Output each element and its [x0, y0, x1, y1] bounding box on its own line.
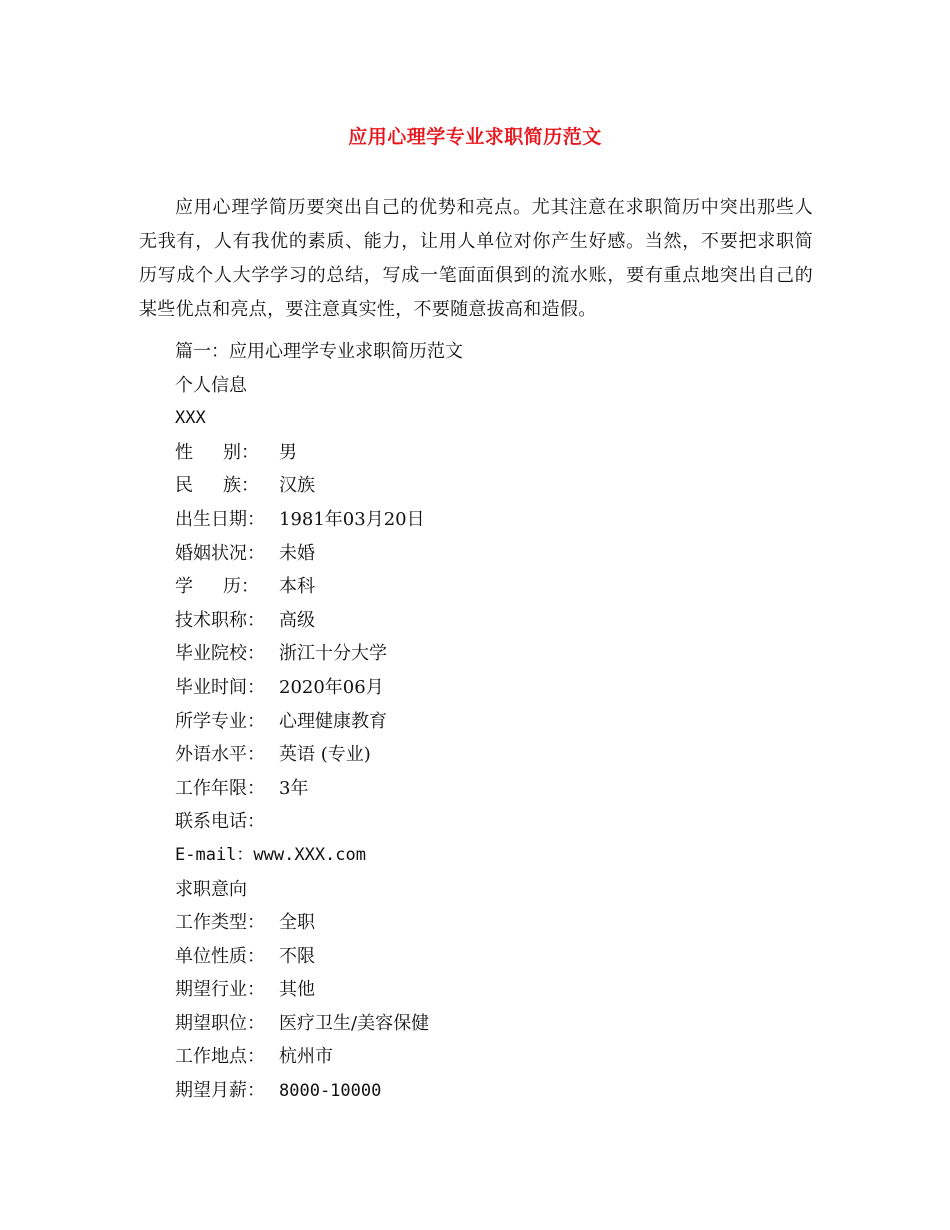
language-row	[175, 738, 815, 772]
major-value: 心理健康教育	[279, 710, 387, 732]
location-label: 工作地点：	[175, 1046, 265, 1068]
school-value: 浙江十分大学	[279, 643, 387, 665]
job-intention-heading: 求职意向	[175, 878, 247, 900]
experience-label: 工作年限：	[175, 777, 265, 799]
company-type-value: 不限	[279, 945, 315, 967]
major-label: 所学专业：	[175, 710, 265, 732]
experience-value: 3年	[279, 777, 309, 799]
title-rank-value: 高级	[279, 609, 315, 631]
ethnicity-label: 民 族：	[175, 475, 259, 497]
position-row	[175, 1007, 815, 1041]
phone-row	[175, 805, 815, 839]
graduation-value: 2020年06月	[279, 676, 384, 698]
gender-label: 性 别：	[175, 441, 259, 463]
education-label: 学 历：	[175, 576, 259, 598]
location-row	[175, 1040, 815, 1074]
salary-value: 8000-10000	[279, 1081, 382, 1102]
salary-label: 期望月薪：	[175, 1080, 265, 1102]
industry-value: 其他	[279, 979, 315, 1001]
graduation-row	[175, 671, 815, 705]
title-rank-label: 技术职称：	[175, 609, 265, 631]
marital-status-row	[175, 537, 815, 571]
language-label: 外语水平：	[175, 744, 265, 766]
industry-row	[175, 973, 815, 1007]
location-value: 杭州市	[279, 1046, 333, 1068]
marital-status-label: 婚姻状况：	[175, 542, 265, 564]
company-type-label: 单位性质：	[175, 945, 265, 967]
resume-content	[175, 335, 815, 1108]
graduation-label: 毕业时间：	[175, 676, 265, 698]
title-rank-row	[175, 604, 815, 638]
education-row	[175, 570, 815, 604]
company-type-row	[175, 940, 815, 974]
email-row: E-mail：www.XXX.com	[175, 844, 366, 865]
document-title: 应用心理学专业求职简历范文	[348, 126, 602, 148]
phone-label: 联系电话：	[175, 811, 265, 833]
ethnicity-row	[175, 469, 815, 503]
school-label: 毕业院校：	[175, 643, 265, 665]
birth-date-label: 出生日期：	[175, 508, 265, 530]
language-value: 英语 (专业)	[279, 744, 371, 766]
name-field: XXX	[175, 408, 206, 429]
birth-date-value: 1981年03月20日	[279, 508, 425, 530]
section-heading: 篇一：应用心理学专业求职简历范文	[175, 341, 463, 362]
position-value: 医疗卫生/美容保健	[279, 1012, 430, 1034]
gender-value: 男	[279, 441, 297, 463]
intro-paragraph: 应用心理学简历要突出自己的优势和亮点。尤其注意在求职简历中突出那些人无我有，人有我优的素质、能力，让用人单位对你产生好感。当然，不要把求职简历写成个人大学学习的总结，写成一笔面面俱到的流水账，要有重点地突出自己的某些优点和亮点，要注意真实性，不要随意拔高和造假。	[139, 197, 813, 320]
birth-date-row	[175, 503, 815, 537]
experience-row	[175, 772, 815, 806]
salary-row	[175, 1074, 815, 1108]
marital-status-value: 未婚	[279, 542, 315, 564]
personal-info-heading: 个人信息	[175, 374, 247, 396]
education-value: 本科	[279, 576, 315, 598]
job-type-label: 工作类型：	[175, 912, 265, 934]
school-row	[175, 637, 815, 671]
job-type-value: 全职	[279, 912, 315, 934]
ethnicity-value: 汉族	[279, 475, 315, 497]
job-type-row	[175, 906, 815, 940]
industry-label: 期望行业：	[175, 979, 265, 1001]
major-row	[175, 705, 815, 739]
gender-row	[175, 436, 815, 470]
position-label: 期望职位：	[175, 1012, 265, 1034]
